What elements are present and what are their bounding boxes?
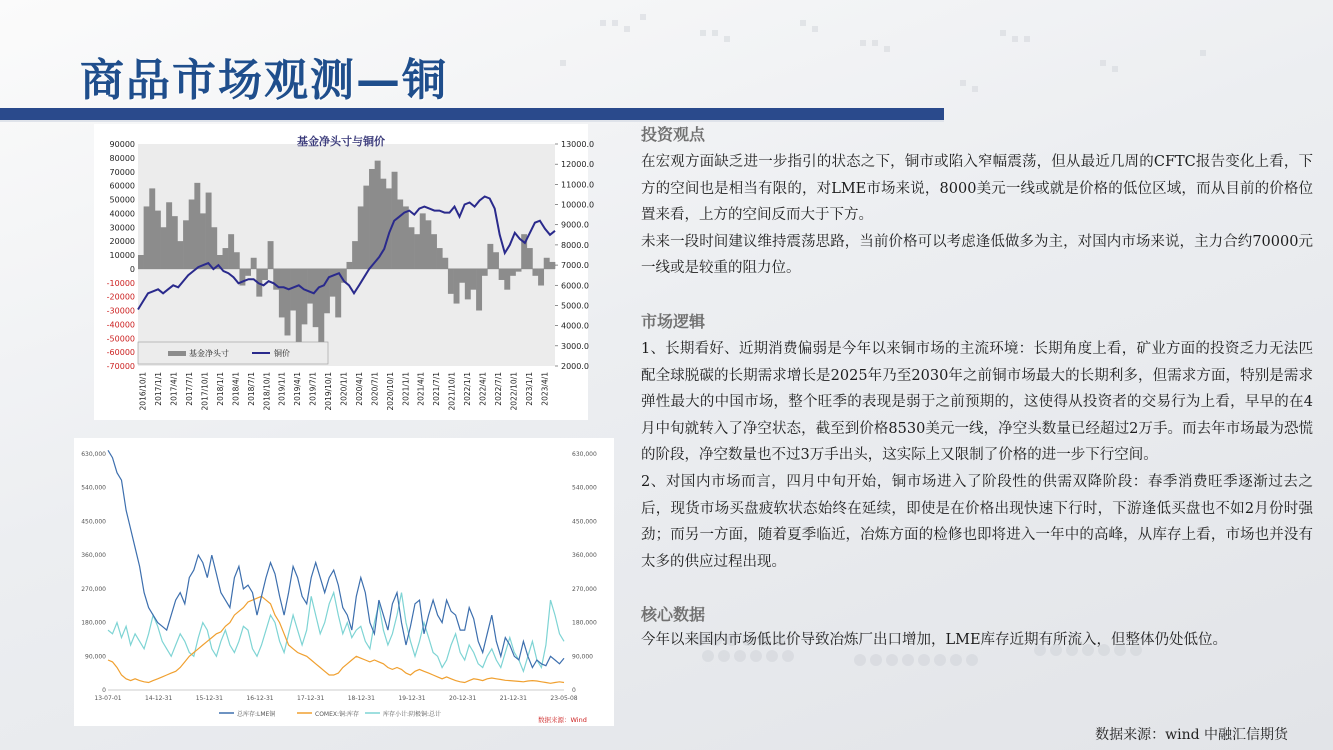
legend-label-comex: COMEX:铜:库存 <box>315 711 360 718</box>
chart1-net-position-bar <box>408 227 414 269</box>
chart2-yleft-tick-label: 540,000 <box>81 484 106 492</box>
chart1-svg <box>94 124 595 420</box>
chart1-net-position-bar <box>324 269 330 313</box>
chart1-yleft-tick-label: -30000 <box>106 306 135 316</box>
chart1-net-position-bar <box>161 227 167 269</box>
chart2-yright-tick-label: 450,000 <box>572 518 597 526</box>
chart2-x-tick-label: 13-07-01 <box>94 695 122 702</box>
chart1-net-position-bar <box>465 269 471 300</box>
section-heading-core-data: 核心数据 <box>641 605 706 625</box>
chart1-x-tick-label: 2017/7/1 <box>185 372 195 406</box>
chart1-net-position-bar <box>363 186 369 269</box>
chart1-yright-tick-label: 6000.0 <box>561 281 589 291</box>
chart1-net-position-bar <box>544 258 550 269</box>
chart1-net-position-bar <box>375 161 381 269</box>
chart1-net-position-bar <box>397 200 403 269</box>
chart1-net-position-bar <box>487 244 493 269</box>
chart1-net-position-bar <box>234 252 240 269</box>
chart2-yleft-tick-label: 360,000 <box>81 552 106 560</box>
chart1-net-position-bar <box>459 269 465 283</box>
chart-fund-net-position <box>94 124 595 420</box>
chart1-x-tick-label: 2017/1/1 <box>154 372 164 406</box>
chart2-yleft-tick-label: 90,000 <box>85 653 106 661</box>
chart1-yright-tick-label: 11000.0 <box>561 180 595 190</box>
chart1-net-position-bar <box>313 269 319 327</box>
chart1-yright-tick-label: 2000.0 <box>561 362 589 371</box>
investment-view-paragraph-1: 在宏观方面缺乏进一步指引的状态之下，铜市或陷入窄幅震荡，但从最近几周的CFTC报告变化上看，下方的空间也是相当有限的，对LME市场来说，8000美元一线或就是价格的低位区域，而从目前的价格位置来看，上方的空间反而大于下方。 <box>641 154 1313 224</box>
chart2-x-tick-label: 14-12-31 <box>145 695 173 702</box>
legend-label-cathode: 库存小计:阴极铜:总计 <box>383 711 442 718</box>
chart1-yright-tick-label: 9000.0 <box>561 220 589 230</box>
chart1-x-tick-label: 2021/4/1 <box>416 372 426 406</box>
chart1-net-position-bar <box>527 248 533 269</box>
chart2-source-note: 数据来源：Wind <box>538 716 587 724</box>
chart1-net-position-bar <box>166 202 172 269</box>
chart1-net-position-bar <box>279 269 285 318</box>
legend-label-net-position: 基金净头寸 <box>189 349 229 358</box>
title-underline-bar <box>0 108 944 120</box>
chart1-x-tick-label: 2022/7/1 <box>493 372 503 406</box>
chart1-net-position-bar <box>290 269 296 311</box>
chart1-net-position-bar <box>347 262 353 269</box>
chart1-net-position-bar <box>211 227 217 269</box>
chart1-x-tick-label: 2019/7/1 <box>308 372 318 406</box>
chart1-x-tick-label: 2020/4/1 <box>354 372 364 406</box>
chart2-yright-tick-label: 270,000 <box>572 585 597 593</box>
chart1-yleft-tick-label: -70000 <box>106 362 135 371</box>
chart1-x-tick-label: 2022/10/1 <box>509 372 519 411</box>
chart1-x-tick-label: 2023/1/1 <box>524 372 534 406</box>
core-data-paragraph: 今年以来国内市场低比价导致冶炼厂出口增加，LME库存近期有所流入，但整体仍处低位。 <box>641 632 1228 649</box>
market-logic-paragraph-2: 2、对国内市场而言，四月中旬开始，铜市场进入了阶段性的供需双降阶段：春季消费旺季逐渐过去之后，现货市场买盘疲软状态始终在延续，即使是在价格出现快速下行时，下游逢低买盘也不如2月份时强劲；而另一方面，随着夏季临近，冶炼方面的检修也即将进入一年中的高峰，从库存上看，市场也并没有太多的供应过程出现。 <box>641 473 1313 570</box>
chart1-net-position-bar <box>425 220 431 269</box>
chart1-net-position-bar <box>183 220 189 269</box>
chart1-x-tick-label: 2018/10/1 <box>262 372 272 411</box>
chart1-x-tick-label: 2017/10/1 <box>200 372 210 411</box>
chart1-net-position-bar <box>194 183 200 269</box>
chart1-net-position-bar <box>437 248 443 269</box>
chart1-yright-tick-label: 7000.0 <box>561 261 589 271</box>
chart1-yright-tick-label: 5000.0 <box>561 301 589 311</box>
chart2-yright-tick-label: 630,000 <box>572 451 597 458</box>
chart1-x-tick-label: 2019/4/1 <box>293 372 303 406</box>
chart1-net-position-bar <box>482 269 488 276</box>
chart2-yright-tick-label: 0 <box>572 687 576 694</box>
chart1-net-position-bar <box>470 269 476 290</box>
chart1-yright-tick-label: 12000.0 <box>561 160 595 170</box>
chart2-yright-tick-label: 540,000 <box>572 484 597 492</box>
chart1-x-tick-label: 2019/1/1 <box>277 372 287 406</box>
chart1-net-position-bar <box>296 269 302 345</box>
chart1-legend <box>138 342 328 364</box>
chart1-x-tick-label: 2018/4/1 <box>231 372 241 406</box>
chart1-yright-tick-label: 10000.0 <box>561 200 595 210</box>
chart1-net-position-bar <box>144 206 150 268</box>
chart2-yright-tick-label: 360,000 <box>572 552 597 560</box>
chart1-net-position-bar <box>268 241 274 269</box>
legend-swatch-net-position <box>168 351 186 356</box>
chart1-net-position-bar <box>138 255 144 269</box>
chart1-net-position-bar <box>245 269 251 276</box>
chart1-net-position-bar <box>448 269 454 294</box>
chart1-x-tick-label: 2020/7/1 <box>370 372 380 406</box>
chart1-x-tick-label: 2016/10/1 <box>138 372 148 411</box>
chart1-net-position-bar <box>442 258 448 269</box>
chart1-net-position-bar <box>262 269 268 280</box>
chart1-yleft-tick-label: 10000 <box>109 251 135 260</box>
chart2-lme-stock-line <box>108 450 564 667</box>
chart2-x-tick-label: 18-12-31 <box>347 695 375 702</box>
chart1-x-tick-label: 2022/4/1 <box>478 372 488 406</box>
chart1-x-tick-label: 2020/10/1 <box>385 372 395 411</box>
chart1-net-position-bar <box>223 248 229 269</box>
chart2-yleft-tick-label: 0 <box>102 687 106 694</box>
chart1-net-position-bar <box>549 262 555 269</box>
chart2-x-tick-label: 16-12-31 <box>246 695 274 702</box>
chart1-x-tick-label: 2021/7/1 <box>432 372 442 406</box>
section-heading-market-logic: 市场逻辑 <box>641 311 706 331</box>
chart-copper-inventory <box>74 438 614 726</box>
chart1-net-position-bar <box>177 241 183 269</box>
chart1-title: 基金净头寸与铜价 <box>297 135 385 148</box>
chart2-yright-tick-label: 90,000 <box>572 653 593 661</box>
chart1-x-tick-label: 2018/1/1 <box>215 372 225 406</box>
chart2-x-tick-label: 20-12-31 <box>449 695 477 702</box>
chart1-net-position-bar <box>504 269 510 290</box>
chart1-net-position-bar <box>149 188 155 268</box>
data-source-footer: 数据来源：wind 中融汇信期货 <box>1095 727 1288 743</box>
chart2-yleft-tick-label: 180,000 <box>81 619 106 627</box>
chart1-net-position-bar <box>516 269 522 272</box>
chart1-yleft-tick-label: -10000 <box>106 278 135 288</box>
chart1-net-position-bar <box>200 213 206 269</box>
chart1-x-tick-label: 2021/10/1 <box>447 372 457 411</box>
chart1-x-tick-label: 2019/10/1 <box>324 372 334 411</box>
chart1-yleft-tick-label: 60000 <box>109 181 135 191</box>
chart2-yright-tick-label: 180,000 <box>572 619 597 627</box>
chart1-net-position-bar <box>369 169 375 269</box>
chart2-yleft-tick-label: 450,000 <box>81 518 106 526</box>
chart1-x-tick-label: 2018/7/1 <box>246 372 256 406</box>
chart1-yleft-tick-label: 90000 <box>109 140 135 149</box>
chart2-x-tick-label: 23-05-08 <box>550 695 578 702</box>
section-heading-investment-view: 投资观点 <box>641 125 706 144</box>
chart2-yleft-tick-label: 630,000 <box>81 451 106 458</box>
chart1-net-position-bar <box>510 269 516 276</box>
chart1-net-position-bar <box>476 269 482 311</box>
chart1-net-position-bar <box>189 200 195 269</box>
chart1-net-position-bar <box>420 213 426 269</box>
chart1-yleft-tick-label: 20000 <box>109 237 135 247</box>
chart1-net-position-bar <box>318 269 324 345</box>
chart1-net-position-bar <box>414 234 420 269</box>
chart1-yleft-tick-label: 40000 <box>109 209 135 219</box>
market-logic-paragraph-1: 1、长期看好、近期消费偏弱是今年以来铜市场的主流环境：长期角度上看，矿业方面的投资乏力无法匹配全球脱碳的长期需求增长是2025年乃至2030年之前铜市场最大的长期利多，但需求方面，特别是需求弹性最大的中国市场，整个旺季的表现是弱于之前预期的，这使得从投资者的交易行为上看，早早的在4月中旬就转入了净空状态，截至到价格8530美元一线，净空头数量已经超过2万手。而去年市场最为恐慌的阶段，净空数量也不过3万手出头，这实际上又限制了价格的进一步下行空间。 <box>641 340 1313 464</box>
chart1-net-position-bar <box>538 269 544 286</box>
chart1-net-position-bar <box>206 193 212 269</box>
chart1-net-position-bar <box>431 234 437 269</box>
chart1-net-position-bar <box>172 216 178 269</box>
page-title: 商品市场观测—铜 <box>80 55 448 106</box>
chart1-net-position-bar <box>228 234 234 269</box>
chart1-net-position-bar <box>301 269 307 325</box>
chart1-x-tick-label: 2022/1/1 <box>463 372 473 406</box>
chart1-yleft-tick-label: 80000 <box>109 153 135 163</box>
chart1-yleft-tick-label: 50000 <box>109 195 135 205</box>
chart1-net-position-bar <box>330 269 336 297</box>
chart1-net-position-bar <box>499 269 505 280</box>
chart1-yleft-tick-label: -60000 <box>106 348 135 358</box>
chart1-yright-tick-label: 8000.0 <box>561 240 589 250</box>
chart1-yleft-tick-label: -20000 <box>106 292 135 302</box>
chart2-cathode-stock-line <box>108 593 564 672</box>
legend-label-copper-price: 铜价 <box>274 349 290 358</box>
chart1-yleft-tick-label: 30000 <box>109 223 135 233</box>
chart1-x-tick-label: 2017/4/1 <box>169 372 179 406</box>
chart1-yleft-tick-label: 70000 <box>109 167 135 177</box>
chart1-x-tick-label: 2021/1/1 <box>401 372 411 406</box>
chart1-net-position-bar <box>403 206 409 268</box>
chart2-x-tick-label: 21-12-31 <box>499 695 527 702</box>
chart1-yleft-tick-label: -40000 <box>106 320 135 330</box>
investment-view-paragraph-2: 未来一段时间建议维持震荡思路，当前价格可以考虑逢低做多为主，对国内市场来说，主力合约70000元一线或是较重的阻力位。 <box>641 233 1313 277</box>
chart1-net-position-bar <box>155 211 161 269</box>
chart1-net-position-bar <box>358 206 364 268</box>
chart1-net-position-bar <box>307 269 313 304</box>
chart1-net-position-bar <box>251 258 257 269</box>
chart1-yleft-tick-label: -50000 <box>106 334 135 344</box>
chart1-net-position-bar <box>493 252 499 269</box>
chart1-yright-tick-label: 4000.0 <box>561 321 589 331</box>
chart2-x-tick-label: 15-12-31 <box>195 695 223 702</box>
chart1-x-tick-label: 2020/1/1 <box>339 372 349 406</box>
chart1-x-tick-label: 2023/4/1 <box>540 372 550 406</box>
chart2-legend <box>219 710 587 724</box>
chart2-x-tick-label: 19-12-31 <box>398 695 426 702</box>
chart2-x-tick-label: 17-12-31 <box>297 695 325 702</box>
chart1-net-position-bar <box>454 269 460 304</box>
chart2-svg <box>74 438 614 726</box>
chart1-net-position-bar <box>285 269 291 336</box>
chart1-net-position-bar <box>532 269 538 276</box>
chart1-yleft-tick-label: 0 <box>129 264 135 274</box>
legend-label-lme: 总库存:LME铜 <box>237 711 276 718</box>
chart1-net-position-bar <box>352 241 358 269</box>
chart1-yright-tick-label: 13000.0 <box>561 140 595 149</box>
chart2-yleft-tick-label: 270,000 <box>81 585 106 593</box>
analysis-text-column <box>641 122 1313 654</box>
chart1-yright-tick-label: 3000.0 <box>561 341 589 351</box>
